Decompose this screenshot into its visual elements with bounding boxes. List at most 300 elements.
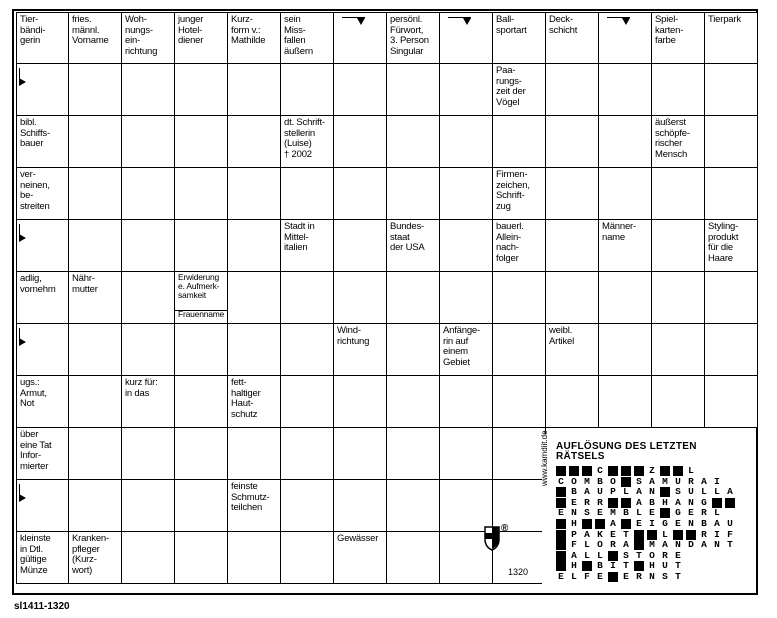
solution-letter: L (688, 465, 694, 476)
solution-letter: C (597, 465, 603, 476)
answer-cell[interactable] (281, 376, 334, 428)
solution-letter: N (571, 507, 577, 519)
solution-letter: U (597, 486, 603, 498)
clue-text: Stadt in Mittel- italien (284, 221, 315, 253)
clue-cell (16, 272, 69, 324)
clue-text: Woh- nungs- ein- richtung (125, 14, 158, 57)
answer-cell[interactable] (440, 168, 493, 220)
solution-letter: S (623, 549, 629, 561)
solution-block (556, 487, 566, 497)
solution-block (660, 508, 670, 518)
solution-letter: L (714, 486, 720, 498)
solution-letter: E (597, 571, 603, 582)
answer-cell[interactable] (122, 324, 175, 376)
answer-cell[interactable] (387, 272, 440, 324)
answer-cell[interactable] (387, 480, 440, 532)
clue-cell (546, 12, 599, 64)
puzzle-code: sl1411-1320 (14, 601, 70, 612)
solution-letter: U (675, 475, 681, 487)
answer-cell[interactable] (546, 220, 599, 272)
clue-cell (16, 532, 69, 584)
solution-letter: H (571, 518, 577, 529)
solution-letter: A (571, 549, 577, 561)
answer-cell[interactable] (122, 116, 175, 168)
solution-letter: L (597, 549, 603, 561)
solution-letter: A (701, 475, 707, 487)
solution-letter: C (558, 475, 564, 487)
answer-cell[interactable] (175, 428, 228, 480)
clue-text: Anfänge- rin auf einem Gebiet (443, 325, 480, 368)
answer-cell[interactable] (122, 428, 175, 480)
answer-cell[interactable] (546, 168, 599, 220)
solution-letter: A (610, 518, 616, 529)
solution-letter: U (727, 518, 733, 529)
clue-text: kurz für: in das (125, 377, 158, 399)
solution-letter: M (649, 539, 655, 551)
solution-block (660, 466, 670, 476)
answer-cell[interactable] (493, 376, 546, 428)
answer-cell[interactable] (546, 272, 599, 324)
answer-cell[interactable] (16, 64, 69, 116)
solution-letter: A (662, 539, 668, 551)
answer-cell[interactable] (440, 376, 493, 428)
solution-block (634, 530, 644, 540)
solution-block (686, 530, 696, 540)
corner-arrow-icon (19, 78, 26, 86)
answer-cell[interactable] (281, 532, 334, 584)
answer-cell[interactable] (228, 532, 281, 584)
solution-letter: A (623, 539, 629, 551)
solution-block (673, 530, 683, 540)
corner-stem (19, 68, 20, 82)
solution-block (725, 498, 735, 508)
clue-text: Nähr- mutter (72, 273, 98, 295)
answer-cell[interactable] (493, 116, 546, 168)
solution-block (556, 540, 566, 550)
clue-text: Paa- rungs- zeit der Vögel (496, 65, 526, 108)
answer-cell[interactable] (440, 64, 493, 116)
clue-text: adlig, vornehm (20, 273, 56, 295)
corner-stem (607, 17, 630, 18)
answer-cell[interactable] (228, 220, 281, 272)
clue-text: sein Miss- fallen äußern (284, 14, 313, 57)
answer-cell[interactable] (387, 428, 440, 480)
solution-block (556, 519, 566, 529)
clue-cell (652, 12, 705, 64)
solution-block (582, 561, 592, 571)
solution-block (634, 466, 644, 476)
answer-cell[interactable] (705, 168, 758, 220)
solution-letter: A (584, 486, 590, 498)
clue-cell (228, 480, 281, 532)
solution-letter: U (688, 486, 694, 498)
answer-cell[interactable] (387, 64, 440, 116)
solution-letter: H (571, 560, 577, 572)
answer-cell[interactable] (281, 428, 334, 480)
answer-cell[interactable] (69, 64, 122, 116)
answer-cell[interactable] (387, 376, 440, 428)
solution-letter: L (662, 528, 668, 540)
answer-cell[interactable] (440, 116, 493, 168)
answer-cell[interactable] (652, 64, 705, 116)
clue-text: persönl. Fürwort, 3. Person Singular (390, 14, 429, 57)
corner-stem (448, 17, 471, 18)
corner-stem (342, 17, 365, 18)
clue-text-bottom: Frauenname (178, 309, 225, 319)
solution-letter: R (662, 549, 668, 561)
solution-letter: L (636, 507, 642, 519)
solution-letter: H (662, 496, 668, 508)
answer-cell[interactable] (652, 220, 705, 272)
clue-cell (546, 324, 599, 376)
clue-cell (69, 532, 122, 584)
corner-stem (19, 328, 20, 342)
solution-block (634, 540, 644, 550)
clue-text: ver- neinen, be- streiten (20, 169, 50, 212)
answer-cell[interactable] (493, 272, 546, 324)
clue-text: fries. männl. Vorname (72, 14, 109, 46)
answer-cell[interactable] (122, 480, 175, 532)
clue-text: bauerl. Allein- nach- folger (496, 221, 524, 264)
answer-cell[interactable] (122, 272, 175, 324)
solution-block (621, 477, 631, 487)
solution-block (569, 466, 579, 476)
clue-text: kleinste in Dtl. gültige Münze (20, 533, 51, 576)
solution-letter: B (571, 486, 577, 498)
solution-letter: T (623, 528, 629, 540)
solution-letter: N (714, 539, 720, 551)
answer-cell[interactable] (387, 116, 440, 168)
clue-text: Gewässer (337, 533, 379, 544)
split-clue-cell (175, 272, 228, 324)
solution-letter: G (701, 496, 707, 508)
solution-letter: R (584, 496, 590, 508)
answer-cell[interactable] (69, 168, 122, 220)
solution-letter: F (584, 571, 590, 582)
clue-text: dt. Schrift- stellerin (Luise) † 2002 (284, 117, 325, 160)
answer-cell[interactable] (175, 532, 228, 584)
clue-text: Ball- sportart (496, 14, 527, 36)
clue-cell (387, 12, 440, 64)
solution-block (621, 466, 631, 476)
clue-text: äußerst schöpfe- rischer Mensch (655, 117, 690, 160)
solution-letter: L (584, 549, 590, 561)
solution-panel (540, 430, 752, 590)
answer-cell[interactable] (493, 428, 546, 480)
answer-cell[interactable] (334, 64, 387, 116)
solution-letter: D (688, 539, 694, 551)
solution-letter: K (597, 528, 603, 540)
answer-cell[interactable] (175, 480, 228, 532)
clue-cell (122, 12, 175, 64)
clue-text: Firmen- zeichen, Schrift- zug (496, 169, 530, 212)
registered-mark: ® (501, 523, 509, 534)
solution-block (556, 561, 566, 571)
clue-text: Wind- richtung (337, 325, 370, 347)
publisher-url: www.kamdiit.de (540, 430, 549, 486)
solution-letter: T (636, 549, 642, 561)
answer-cell[interactable] (493, 324, 546, 376)
answer-cell[interactable] (228, 168, 281, 220)
clue-cell (16, 428, 69, 480)
clue-cell (493, 168, 546, 220)
solution-letter: A (636, 496, 642, 508)
solution-block (556, 530, 566, 540)
solution-title: AUFLÖSUNG DES LETZTEN RÄTSELS (556, 441, 697, 462)
solution-letter: A (584, 528, 590, 540)
answer-cell[interactable] (122, 168, 175, 220)
answer-cell[interactable] (69, 480, 122, 532)
solution-block (647, 530, 657, 540)
clue-text: über eine Tat Infor- mierter (20, 429, 52, 472)
solution-block (608, 498, 618, 508)
answer-cell[interactable] (69, 324, 122, 376)
answer-cell[interactable] (281, 168, 334, 220)
solution-letter: E (597, 507, 603, 519)
answer-cell[interactable] (175, 220, 228, 272)
clue-cell (16, 116, 69, 168)
answer-cell[interactable] (652, 324, 705, 376)
clue-text: feinste Schmutz- teilchen (231, 481, 270, 513)
solution-letter: A (649, 475, 655, 487)
answer-cell[interactable] (440, 272, 493, 324)
answer-cell[interactable] (705, 64, 758, 116)
shield-logo-icon (484, 525, 500, 551)
clue-text: Spiel- karten- farbe (655, 14, 684, 46)
answer-cell[interactable] (705, 116, 758, 168)
clue-cell (69, 272, 122, 324)
answer-cell[interactable] (175, 168, 228, 220)
answer-cell[interactable] (16, 220, 69, 272)
answer-cell[interactable] (16, 480, 69, 532)
solution-letter: A (636, 486, 642, 498)
answer-cell[interactable] (334, 168, 387, 220)
clue-cell (16, 376, 69, 428)
answer-cell[interactable] (228, 272, 281, 324)
answer-cell[interactable] (599, 272, 652, 324)
corner-arrow-icon (19, 494, 26, 502)
answer-cell[interactable] (122, 64, 175, 116)
solution-letter: B (623, 507, 629, 519)
answer-cell[interactable] (69, 428, 122, 480)
clue-cell (334, 324, 387, 376)
solution-block (556, 498, 566, 508)
solution-letter: E (675, 549, 681, 561)
answer-cell[interactable] (334, 480, 387, 532)
answer-cell[interactable] (281, 480, 334, 532)
clue-cell (69, 12, 122, 64)
answer-cell[interactable] (599, 116, 652, 168)
answer-cell[interactable] (599, 324, 652, 376)
solution-letter: E (688, 507, 694, 519)
answer-cell[interactable] (175, 64, 228, 116)
solution-letter: E (571, 496, 577, 508)
answer-cell[interactable] (387, 324, 440, 376)
corner-arrow-icon (19, 338, 26, 346)
answer-cell[interactable] (281, 64, 334, 116)
answer-cell[interactable] (69, 116, 122, 168)
answer-cell[interactable] (281, 324, 334, 376)
answer-cell[interactable] (440, 428, 493, 480)
answer-cell[interactable] (228, 116, 281, 168)
clue-text: weibl. Artikel (549, 325, 574, 347)
corner-arrow-icon (357, 18, 365, 25)
answer-cell[interactable] (69, 376, 122, 428)
solution-letter: N (649, 571, 655, 582)
answer-cell[interactable] (175, 376, 228, 428)
solution-letter: T (727, 539, 733, 551)
answer-cell[interactable] (705, 324, 758, 376)
clue-cell (334, 532, 387, 584)
clue-text: Männer- name (602, 221, 636, 243)
solution-letter: R (701, 528, 707, 540)
clue-cell (493, 12, 546, 64)
answer-cell[interactable] (599, 168, 652, 220)
solution-letter: T (675, 571, 681, 582)
solution-letter: I (610, 560, 616, 572)
solution-letter: E (675, 518, 681, 529)
answer-cell[interactable] (652, 168, 705, 220)
clue-cell (493, 64, 546, 116)
clue-cell (16, 168, 69, 220)
solution-letter: O (610, 475, 616, 487)
solution-letter: M (584, 475, 590, 487)
corner-arrow-icon (19, 234, 26, 242)
clue-text: Kranken- pfleger (Kurz- wort) (72, 533, 109, 576)
solution-letter: A (714, 518, 720, 529)
clue-cell (493, 220, 546, 272)
answer-cell[interactable] (228, 64, 281, 116)
answer-cell[interactable] (652, 272, 705, 324)
solution-letter: L (714, 507, 720, 519)
solution-block (582, 466, 592, 476)
solution-letter: Z (649, 465, 655, 476)
solution-letter: F (727, 528, 733, 540)
solution-letter: A (701, 539, 707, 551)
clue-cell (228, 376, 281, 428)
answer-cell[interactable] (334, 272, 387, 324)
answer-cell[interactable] (387, 168, 440, 220)
solution-letter: S (584, 507, 590, 519)
solution-letter: P (610, 486, 616, 498)
solution-letter: N (649, 486, 655, 498)
clue-text: Deck- schicht (549, 14, 578, 36)
solution-letter: U (662, 560, 668, 572)
clue-text: Styling- produkt für die Haare (708, 221, 739, 264)
solution-letter: A (675, 496, 681, 508)
solution-letter: E (610, 528, 616, 540)
corner-stem (19, 224, 20, 238)
solution-letter: B (701, 518, 707, 529)
clue-cell (599, 220, 652, 272)
answer-cell[interactable] (334, 220, 387, 272)
answer-cell[interactable] (334, 428, 387, 480)
clue-cell (175, 12, 228, 64)
answer-cell[interactable] (546, 376, 599, 428)
clue-text: Tierpark (708, 14, 741, 25)
answer-cell[interactable] (228, 428, 281, 480)
solution-letter: I (649, 518, 655, 529)
clue-cell (652, 116, 705, 168)
answer-cell[interactable] (175, 324, 228, 376)
solution-letter: F (571, 539, 577, 551)
solution-letter: T (675, 560, 681, 572)
solution-block (608, 572, 618, 582)
solution-letter: H (649, 560, 655, 572)
clue-text: fett- haltiger Haut- schutz (231, 377, 261, 420)
clue-cell (281, 12, 334, 64)
solution-letter: R (688, 475, 694, 487)
clue-text: ugs.: Armut, Not (20, 377, 47, 409)
solution-letter: R (636, 571, 642, 582)
clue-text: Kurz- form v.: Mathilde (231, 14, 266, 46)
answer-cell[interactable] (599, 64, 652, 116)
solution-letter: E (623, 571, 629, 582)
solution-letter: B (649, 496, 655, 508)
answer-cell[interactable] (599, 376, 652, 428)
solution-block (582, 519, 592, 529)
answer-cell[interactable] (16, 324, 69, 376)
clue-text: Bundes- staat der USA (390, 221, 425, 253)
answer-cell[interactable] (69, 220, 122, 272)
answer-cell[interactable] (281, 272, 334, 324)
clue-cell (122, 376, 175, 428)
answer-cell[interactable] (705, 376, 758, 428)
solution-letter: T (623, 560, 629, 572)
solution-letter: O (649, 549, 655, 561)
solution-letter: S (662, 571, 668, 582)
clue-text: junger Hotel- diener (178, 14, 204, 46)
solution-block (673, 466, 683, 476)
clue-text: bibl. Schiffs- bauer (20, 117, 50, 149)
solution-letter: E (636, 518, 642, 529)
answer-cell[interactable] (334, 116, 387, 168)
clue-cell (440, 324, 493, 376)
answer-cell[interactable] (705, 272, 758, 324)
solution-letter: S (636, 475, 642, 487)
solution-letter: B (597, 475, 603, 487)
answer-cell[interactable] (122, 220, 175, 272)
answer-cell[interactable] (228, 324, 281, 376)
clue-cell (387, 220, 440, 272)
solution-letter: L (571, 571, 577, 582)
solution-block (621, 498, 631, 508)
answer-cell[interactable] (652, 376, 705, 428)
clue-cell (281, 220, 334, 272)
solution-letter: I (714, 528, 720, 540)
answer-cell[interactable] (334, 376, 387, 428)
solution-letter: G (662, 518, 668, 529)
clue-cell (281, 116, 334, 168)
solution-block (608, 551, 618, 561)
clue-cell (228, 12, 281, 64)
clue-text: Tier- bändi- gerin (20, 14, 46, 46)
answer-cell[interactable] (440, 220, 493, 272)
solution-block (634, 561, 644, 571)
solution-letter: L (584, 539, 590, 551)
answer-cell[interactable] (546, 64, 599, 116)
solution-letter: S (675, 486, 681, 498)
solution-block (608, 466, 618, 476)
answer-cell[interactable] (546, 116, 599, 168)
solution-letter: E (558, 571, 564, 582)
answer-cell[interactable] (122, 532, 175, 584)
answer-cell[interactable] (387, 532, 440, 584)
solution-block (712, 498, 722, 508)
answer-cell[interactable] (175, 116, 228, 168)
solution-block (595, 519, 605, 529)
solution-letter: M (662, 475, 668, 487)
